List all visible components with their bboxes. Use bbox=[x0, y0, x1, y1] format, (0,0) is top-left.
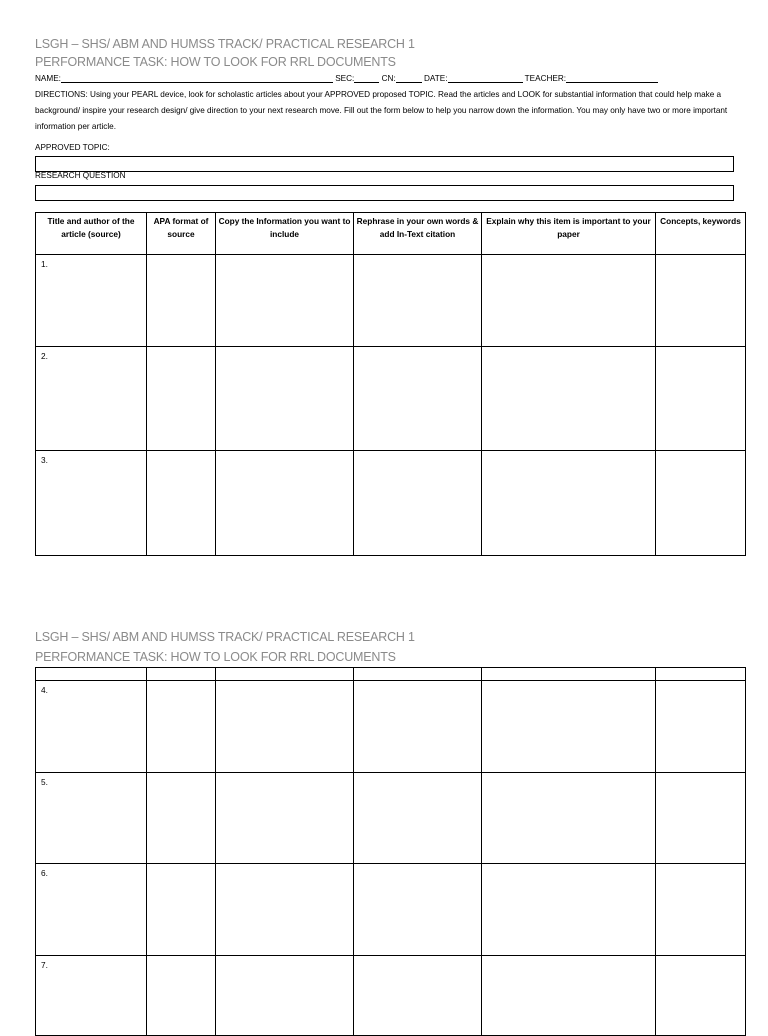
table-cell[interactable] bbox=[216, 864, 354, 956]
row-number: 6. bbox=[41, 868, 48, 878]
table-row bbox=[36, 451, 746, 556]
table-cell[interactable] bbox=[482, 451, 656, 556]
table-cell[interactable] bbox=[216, 681, 354, 773]
table-row bbox=[36, 681, 746, 773]
table-cell[interactable] bbox=[147, 451, 216, 556]
rrl-table-page2 bbox=[35, 667, 746, 1036]
table-cell[interactable] bbox=[147, 864, 216, 956]
table-cell[interactable] bbox=[147, 255, 216, 347]
sec-field[interactable] bbox=[354, 73, 379, 83]
row-number: 2. bbox=[41, 351, 48, 361]
table-cell[interactable] bbox=[36, 347, 147, 451]
teacher-label: TEACHER: bbox=[524, 74, 567, 83]
name-field[interactable] bbox=[61, 73, 333, 83]
date-field[interactable] bbox=[448, 73, 523, 83]
page2-subtitle: PERFORMANCE TASK: HOW TO LOOK FOR RRL DOCUMENTS bbox=[35, 650, 396, 664]
cn-label: CN: bbox=[381, 74, 396, 83]
table-cell[interactable] bbox=[216, 451, 354, 556]
table-cell[interactable] bbox=[354, 864, 482, 956]
table-cell[interactable] bbox=[36, 255, 147, 347]
table-row bbox=[36, 347, 746, 451]
table-cell[interactable] bbox=[354, 681, 482, 773]
table-cell[interactable] bbox=[354, 347, 482, 451]
table-cell[interactable] bbox=[656, 255, 746, 347]
row-number: 4. bbox=[41, 685, 48, 695]
column-header: Concepts, keywords bbox=[656, 213, 746, 255]
table-cell[interactable] bbox=[482, 773, 656, 864]
table-cell[interactable] bbox=[216, 773, 354, 864]
table-cell[interactable] bbox=[147, 347, 216, 451]
table-cell bbox=[354, 668, 482, 681]
table-row bbox=[36, 864, 746, 956]
table-cell[interactable] bbox=[36, 681, 147, 773]
table-cell[interactable] bbox=[147, 681, 216, 773]
row-number: 1. bbox=[41, 259, 48, 269]
table-cell[interactable] bbox=[216, 255, 354, 347]
sec-label: SEC: bbox=[335, 74, 355, 83]
table-cell[interactable] bbox=[36, 864, 147, 956]
table-row bbox=[36, 773, 746, 864]
table-cell[interactable] bbox=[656, 773, 746, 864]
page2-title: LSGH – SHS/ ABM AND HUMSS TRACK/ PRACTICAL RESEARCH 1 bbox=[35, 630, 415, 644]
directions-text: DIRECTIONS: Using your PEARL device, look for scholastic articles about your APPROVED proposed TOPIC. Read the articles and LOOK for substantial information that could help make a background/ inspire your research design/ give direction to your next research move. Fill out the form below to help you narrow down the information. You may only have two or more important information per article. bbox=[35, 90, 728, 131]
page-title: LSGH – SHS/ ABM AND HUMSS TRACK/ PRACTICAL RESEARCH 1 bbox=[35, 37, 415, 51]
table-cell[interactable] bbox=[216, 347, 354, 451]
table-cell[interactable] bbox=[656, 681, 746, 773]
table-cell[interactable] bbox=[354, 255, 482, 347]
student-info-line bbox=[35, 73, 658, 83]
row-number: 3. bbox=[41, 455, 48, 465]
table-cell bbox=[482, 668, 656, 681]
research-question-label: RESEARCH QUESTION bbox=[35, 171, 126, 180]
cn-field[interactable] bbox=[396, 73, 422, 83]
table-cell bbox=[656, 668, 746, 681]
table-cell[interactable] bbox=[482, 864, 656, 956]
approved-topic-label: APPROVED TOPIC: bbox=[35, 143, 110, 152]
column-header: APA format of source bbox=[147, 213, 216, 255]
row-number: 7. bbox=[41, 960, 48, 970]
column-header: Rephrase in your own words & add In-Text citation bbox=[354, 213, 482, 255]
table-cell[interactable] bbox=[147, 773, 216, 864]
table-cell[interactable] bbox=[656, 864, 746, 956]
table-cell[interactable] bbox=[36, 451, 147, 556]
table-cell[interactable] bbox=[656, 451, 746, 556]
column-header: Title and author of the article (source) bbox=[36, 213, 147, 255]
table-cell[interactable] bbox=[482, 681, 656, 773]
row-number: 5. bbox=[41, 777, 48, 787]
teacher-field[interactable] bbox=[566, 73, 658, 83]
table-cell[interactable] bbox=[354, 451, 482, 556]
table-cell[interactable] bbox=[36, 773, 147, 864]
table-cell bbox=[36, 668, 147, 681]
table-cell bbox=[216, 668, 354, 681]
table-header-row bbox=[36, 668, 746, 681]
table-header-row bbox=[36, 213, 746, 255]
column-header: Explain why this item is important to your paper bbox=[482, 213, 656, 255]
name-label: NAME: bbox=[35, 74, 61, 83]
page-subtitle: PERFORMANCE TASK: HOW TO LOOK FOR RRL DOCUMENTS bbox=[35, 55, 396, 69]
table-cell[interactable] bbox=[354, 773, 482, 864]
date-label: DATE: bbox=[424, 74, 448, 83]
column-header: Copy the Information you want to include bbox=[216, 213, 354, 255]
table-row bbox=[36, 255, 746, 347]
research-question-field[interactable] bbox=[35, 185, 734, 201]
table-cell[interactable] bbox=[482, 255, 656, 347]
table-cell[interactable] bbox=[482, 347, 656, 451]
table-cell bbox=[147, 668, 216, 681]
table-cell[interactable] bbox=[656, 347, 746, 451]
rrl-table-page1 bbox=[35, 212, 746, 556]
approved-topic-field[interactable] bbox=[35, 156, 734, 172]
